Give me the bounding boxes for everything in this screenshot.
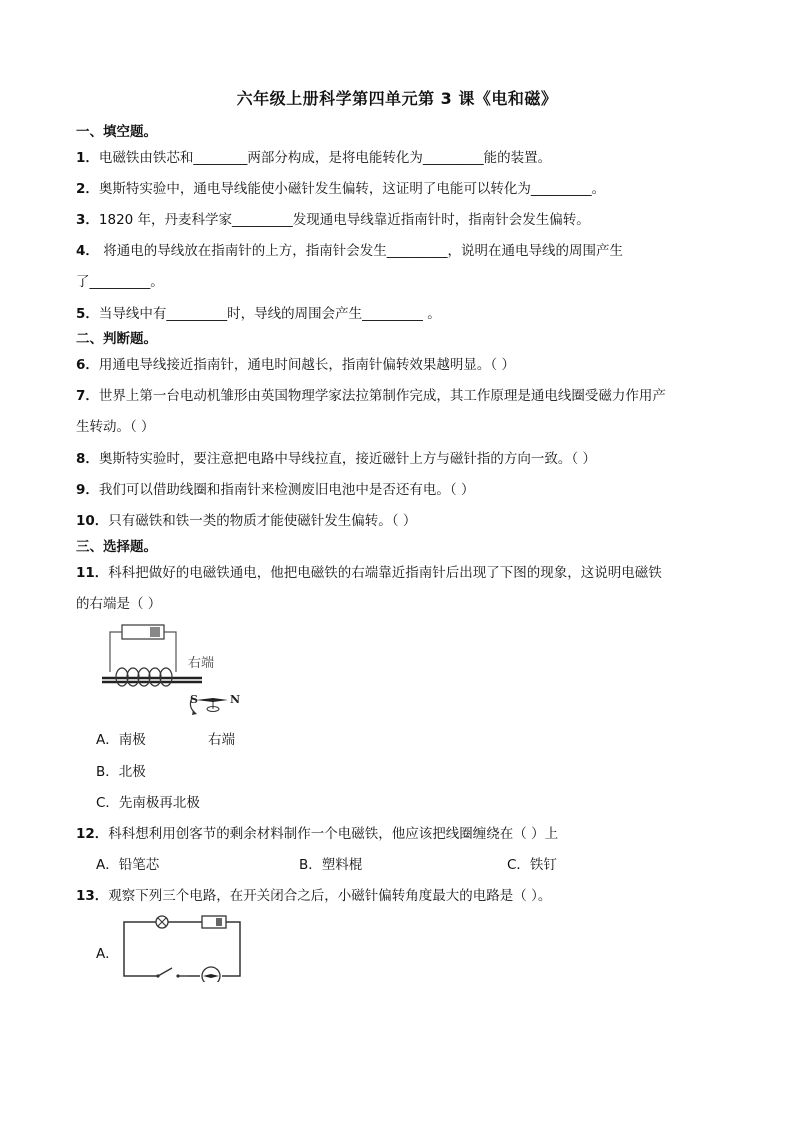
- question-10: [76, 509, 416, 529]
- question-number: 12．: [76, 826, 109, 842]
- question-text: 观察下列三个电路，在开关闭合之后，小磁针偏转角度最大的电路是（ ）。: [108, 888, 552, 904]
- q11-option-a[interactable]: A．南极: [96, 732, 146, 748]
- question-text: 科科把做好的电磁铁通电，他把电磁铁的右端靠近指南针后出现了下图的现象，这说明电磁铁: [108, 565, 662, 581]
- switch-icon: [156, 968, 188, 978]
- question-number: 5．: [76, 306, 99, 322]
- question-number: 2．: [76, 181, 99, 197]
- question-5: [76, 302, 441, 322]
- question-text: 电磁铁由铁芯和________两部分构成，是将电能转化为_________能的装置。: [98, 150, 552, 166]
- q11-option-a-extra: 右端: [208, 732, 235, 748]
- right-end-label: 右端: [188, 656, 215, 671]
- compass-n-label: N: [230, 693, 241, 706]
- question-7: [76, 384, 666, 404]
- question-3: [76, 208, 590, 228]
- question-text: 奥斯特实验时，要注意把电路中导线拉直，接近磁针上方与磁针指的方向一致。（ ）: [98, 451, 596, 467]
- compass-icon: [202, 967, 220, 982]
- question-text: 用通电导线接近指南针，通电时间越长，指南针偏转效果越明显。（ ）: [98, 357, 515, 373]
- question-text: 我们可以借助线圈和指南针来检测废旧电池中是否还有电。（ ）: [98, 482, 475, 498]
- question-8: [76, 447, 596, 467]
- circuit-wire: [124, 922, 240, 976]
- question-text: 当导线中有_________时，导线的周围会产生_________ 。: [98, 306, 441, 322]
- question-text: 1820 年，丹麦科学家_________发现通电导线靠近指南针时，指南针会发生偏转。: [98, 212, 590, 228]
- section-fill-blank: 一、填空题。: [76, 124, 157, 140]
- question-number: 4．: [76, 243, 99, 259]
- question-text: 世界上第一台电动机雏形由英国物理学家法拉第制作完成，其工作原理是通电线圈受磁力作用产: [98, 388, 666, 404]
- question-text: 将通电的导线放在指南针的上方，指南针会发生_________，说明在通电导线的周围产生: [98, 243, 623, 259]
- circuit-a-figure: [118, 910, 248, 982]
- question-number: 10．: [76, 513, 109, 529]
- q11-option-c[interactable]: C．先南极再北极: [96, 795, 200, 811]
- section-multiple-choice: 三、选择题。: [76, 539, 157, 555]
- question-text: 科科想利用创客节的剩余材料制作一个电磁铁，他应该把线圈缠绕在（ ）上: [108, 826, 559, 842]
- question-text: 奥斯特实验中，通电导线能使小磁针发生偏转，这证明了电能可以转化为_________。: [98, 181, 606, 197]
- question-9: [76, 478, 474, 498]
- q12-option-b[interactable]: B．塑料棍: [299, 857, 363, 873]
- q11-option-b[interactable]: B．北极: [96, 764, 146, 780]
- question-number: 1．: [76, 150, 99, 166]
- question-11: [76, 561, 662, 581]
- question-4: [76, 239, 623, 259]
- compass-s-label: S: [190, 693, 198, 706]
- question-2: [76, 177, 605, 197]
- question-12: [76, 822, 558, 842]
- question-number: 3．: [76, 212, 99, 228]
- question-4-continued: 了_________。: [76, 274, 164, 290]
- q13-option-a[interactable]: A．: [96, 946, 119, 962]
- question-11-continued: 的右端是（ ）: [76, 596, 162, 612]
- question-1: [76, 146, 551, 166]
- question-text: 只有磁铁和铁一类的物质才能使磁针发生偏转。（ ）: [108, 513, 417, 529]
- question-number: 13．: [76, 888, 109, 904]
- bulb-icon: [156, 916, 168, 928]
- q12-option-a[interactable]: A．铅笔芯: [96, 857, 160, 873]
- question-13: [76, 884, 551, 904]
- q12-option-c[interactable]: C．铁钉: [507, 857, 557, 873]
- question-7-continued: 生转动。（ ）: [76, 419, 155, 435]
- question-number: 9．: [76, 482, 99, 498]
- question-number: 7．: [76, 388, 99, 404]
- page-title: 六年级上册科学第四单元第 3 课《电和磁》: [236, 89, 558, 108]
- electromagnet-figure: [100, 620, 260, 720]
- question-6: [76, 353, 515, 373]
- question-number: 8．: [76, 451, 99, 467]
- section-true-false: 二、判断题。: [76, 331, 157, 347]
- question-number: 6．: [76, 357, 99, 373]
- battery: [202, 916, 226, 928]
- question-number: 11．: [76, 565, 109, 581]
